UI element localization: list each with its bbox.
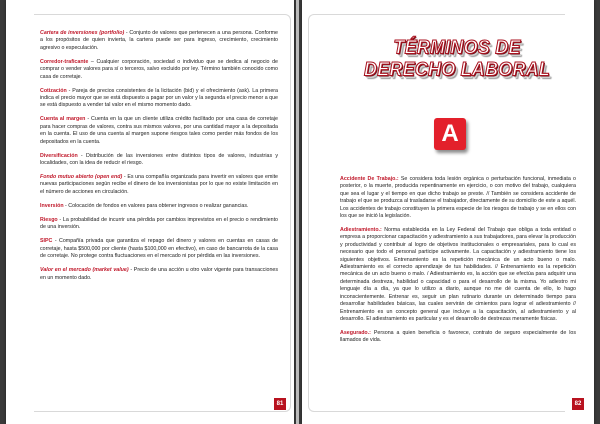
book-gutter: [296, 0, 299, 424]
glossary-entry: [40, 267, 278, 282]
glossary-entry: [40, 174, 278, 196]
page-number: 82: [572, 398, 584, 410]
glossary-entry: [40, 217, 278, 232]
title-line-1: TÉRMINOS DE: [393, 36, 521, 58]
glossary-entry: [40, 59, 278, 81]
entry-term: Adiestramiento.:: [340, 227, 382, 234]
page-number: 81: [274, 398, 286, 410]
entry-definition: - Compañía privada que garantiza el repago del dinero y valores en cuentas en casas de corretaje, hasta $500,000 por cliente (hasta $100,000 en efectivo), en caso de bancarrota de la casa de corretaje. No protege contra fluctuaciones en el mercado ni por pérdida en las inversiones.: [40, 238, 278, 260]
entry-term: Corredor-traficante: [40, 58, 89, 65]
glossary-entry: [40, 153, 278, 168]
entry-term: Riesgo: [40, 216, 58, 223]
entry-definition: - La probabilidad de incurrir una pérdida por cambios imprevistos en el precio o rendimiento de una inversión.: [40, 216, 278, 231]
entry-term: Fondo mutuo abierto (open end): [40, 174, 123, 181]
glossary-entry: [40, 203, 278, 210]
entry-definition: - Conjunto de valores que pertenecen a una persona. Conforme a los propósitos de quien invierta, la cartera puede ser para ingreso, crecimiento, crecimiento agresivo o especulación.: [40, 30, 278, 51]
entry-definition: - Pareja de precios consistentes de la licitación (bid) y el ofrecimiento (ask). La primera indica el precio mayor que se está dispuesto a pagar por un valor y la segunda el precio menor a que se está dispuesto a vender tal valor en el mismo momento dado.: [40, 87, 278, 109]
glossary-column: [340, 176, 576, 351]
entry-term: Valor en el mercado (market value): [40, 267, 129, 274]
entry-definition: Se considera toda lesión orgánica o perturbación funcional, inmediata o posterior, o la muerte, producida repentinamente en ejercicio, o con motivo del trabajo, cualquiera que sea el lugar y el tiempo en que dicho trabajo se preste. // También se considera accidente de trabajo el que se produzca al trasladarse el trabajador, directamente de su domicilio de este a aquél. Los accidentes de trabajo constituyen la primera especie de los riesgos de trabajo y se en ellos con los que se inició la legislación.: [340, 176, 576, 220]
glossary-entry: [40, 30, 278, 52]
glossary-entry: [340, 330, 576, 345]
glossary-entry: [340, 227, 576, 323]
entry-term: Diversificación: [40, 152, 78, 159]
entry-definition: Norma establecida en la Ley Federal del Trabajo que obliga a toda entidad o empresa a proporcionar capacitación y adiestramiento a sus trabajadores, para elevar la producción y productividad y contribuir al logro de objetivos institucionales o empresariales, para lo cual es necesario que todo el personal participe activamente. La capacitación y adiestramiento tiene los siguientes objetivos. Entrenamiento es la repetición mecánica de un acto bueno o malo. Adiestramiento es el correcto aprendizaje de tus habilidades. // Entrenamiento es la repetición mecánica de un acto bueno o malo. / Adiestramiento es, la acción que se efectúa para adquirir una determinada destreza, habilidad o capacidad o para el desarrollo de la misma. Yo adiestro mi lenguaje día a día, ya que lo utilizo a diario, aunque no me dé cuenta de ello, lo hago inconscientemente. Entrenar es, seguir un plan rutinario durante un determinado tiempo para desarrollar habilidades básicas, las cuales servirán de cimientos para lograr el adiestramiento // Entrenamiento es un concepto general que incluye a la capacitación, al adiestramiento y al desarrollo. El adiestramiento es particular y es el desarrollo de destrezas meramente físicas.: [340, 227, 576, 322]
glossary-entry: [340, 176, 576, 220]
glossary-entry: [40, 238, 278, 260]
entry-definition: - Distribución de las inversiones entre distintos tipos de valores, industrias y localidades, con la idea de reducir el riesgo.: [40, 152, 278, 167]
entry-definition: - Cuenta en la que un cliente utiliza crédito facilitado por una casa de corretaje para hacer compras de valores, contra sus mismos valores, por una cantidad mayor a la depositada en la cuenta. El uso de una cuenta al margen supone riesgos tales como perder más fondos de los depositados en la cuenta.: [40, 116, 278, 145]
entry-definition: – Cualquier corporación, sociedad o individuo que se dedica al negocio de comprar o vender valores para sí o terceros, salvo excluido por ley. Término también conocido como casa de corretaje.: [40, 58, 278, 80]
right-page: [302, 0, 594, 424]
glossary-column: [40, 30, 278, 289]
left-page: [6, 0, 294, 424]
section-letter-badge: A: [434, 118, 466, 150]
entry-term: Cartera de inversiones (portfolio): [40, 30, 125, 36]
chapter-title: [342, 36, 572, 80]
entry-definition: - Colocación de fondos en valores para obtener ingresos o realizar ganancias.: [63, 202, 249, 209]
entry-term: Cuenta al margen: [40, 116, 86, 123]
entry-term: Asegurado.:: [340, 329, 371, 336]
entry-term: Accidente De Trabajo.:: [340, 176, 399, 182]
glossary-entry: [40, 116, 278, 146]
entry-term: Inversión: [40, 202, 64, 209]
entry-definition: Persona a quien beneficia o favorece, contrato de seguro especialmente de los llamados de vida.: [340, 329, 576, 344]
entry-term: Cotización: [40, 87, 67, 94]
entry-term: SIPC: [40, 238, 53, 245]
entry-definition: - Precio de una acción u otro valor vigente para transacciones en un momento dado.: [40, 267, 278, 281]
title-line-2: DERECHO LABORAL: [364, 58, 550, 80]
glossary-entry: [40, 88, 278, 110]
entry-definition: - Es una compañía organizada para invertir en valores que emite nuevas participaciones según recibe el dinero de los inversionistas por lo que no existe limitación en el número de acciones en circulación.: [40, 174, 278, 195]
